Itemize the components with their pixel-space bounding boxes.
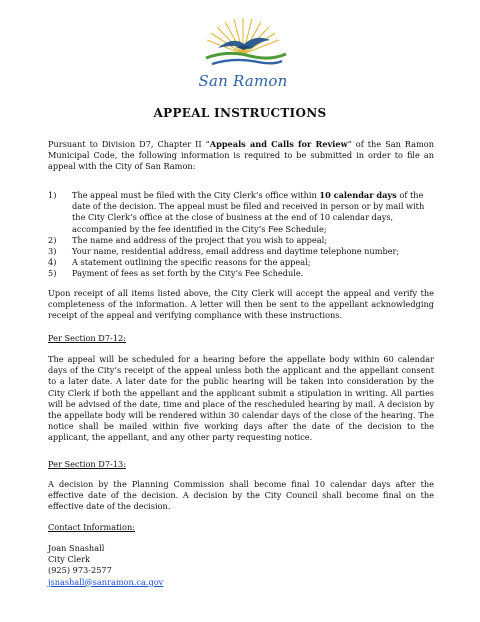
- contact-email-link[interactable]: jsnashall@sanramon.ca.gov: [48, 576, 164, 587]
- section-d7-13-heading: Per Section D7-13:: [48, 459, 126, 469]
- receipt-paragraph: Upon receipt of all items listed above, the City Clerk will accept the appeal and verify the completeness of the information. A letter will then be sent to the appellant acknowledging receipt of the appeal and verifying compliance with these instructions.: [48, 288, 434, 321]
- section-d7-13-text: A decision by the Planning Commission shall become final 10 calendar days after the effective date of the decision. A decision by the City Council shall become final on the effective date of the decision.: [48, 479, 434, 512]
- page-title: APPEAL INSTRUCTIONS: [153, 106, 327, 120]
- intro-paragraph: Pursuant to Division D7, Chapter II “Appeals and Calls for Review” of the San Ramon Municipal Code, the following information is required to be submitted in order to file an appeal with the City of San Ramon:: [48, 139, 435, 172]
- contact-role: City Clerk: [48, 554, 91, 565]
- section-d7-12-text: The appeal will be scheduled for a hearing before the appellate body within 60 calendar days of the City’s receipt of the appeal unless both the applicant and the appellant consent to a later date. A later date for the public hearing will be taken into consideration by the City Clerk if both the appellant and the applicant submit a stipulation in writing. All parties will be advised of the date, time and place of the rescheduled hearing by mail. A decision by the appellate body will be rendered within 30 calendar days of the close of the hearing. The notice shall be mailed within five working days after the date of the decision to the applicant, the appellant, and any other party requesting notice.: [48, 354, 434, 443]
- list-item: 5) Payment of fees as set forth by the City’s Fee Schedule.: [48, 268, 304, 279]
- contact-heading: Contact Information:: [48, 522, 136, 532]
- contact-block: [48, 543, 163, 588]
- list-item: 3) Your name, residential address, email address and daytime telephone number;: [48, 246, 400, 257]
- list-item: 4) A statement outlining the specific reasons for the appeal;: [48, 257, 311, 268]
- logo-wordmark: San Ramon: [198, 72, 288, 90]
- san-ramon-logo: [178, 14, 308, 96]
- contact-name: Joan Snashall: [48, 543, 105, 553]
- section-d7-12-heading: Per Section D7-12:: [48, 333, 126, 343]
- requirements-list: [48, 190, 434, 280]
- sunburst-eagle-icon: [178, 14, 308, 74]
- list-item: 2) The name and address of the project that you wish to appeal;: [48, 234, 327, 245]
- list-item: 1) The appeal must be filed with the City Clerk’s office within 10 calendar days of the date of the decision. The appeal must be filed and received in person or by mail with the City Clerk’s office at the close of business at the end of 10 calendar days, accompanied by the fee identified in the City’s Fee Schedule;: [48, 190, 425, 234]
- contact-phone: (925) 973-2577: [48, 565, 112, 576]
